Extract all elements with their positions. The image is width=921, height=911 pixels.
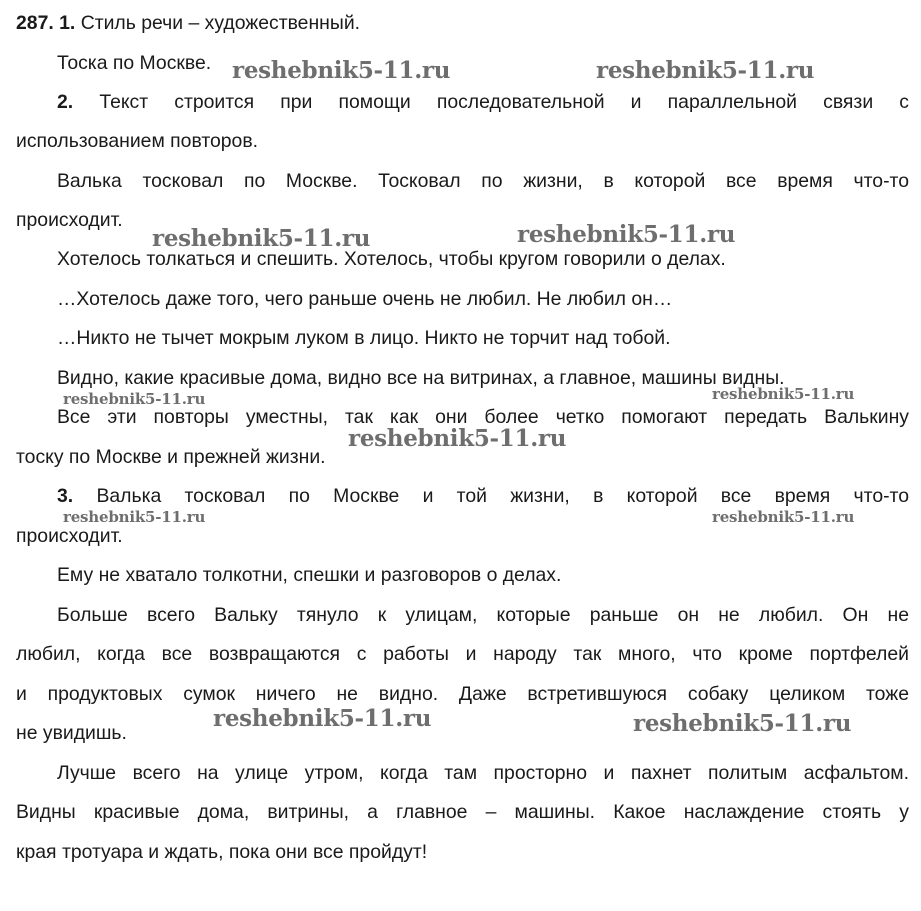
- task-number: 287.: [16, 12, 54, 34]
- quote-1-line-2: происходит.: [16, 209, 123, 231]
- point-3-line-2: происходит.: [16, 525, 123, 547]
- text-title: Тоска по Москве.: [57, 52, 212, 74]
- point-3-number: 3.: [57, 485, 74, 507]
- watermark: reshebnik5-11.ru: [712, 385, 855, 403]
- point-3-line-1: 3. Валька тосковал по Москве и той жизни, в которой все время что-то: [57, 485, 910, 507]
- watermark: reshebnik5-11.ru: [63, 390, 206, 408]
- task-header-line: [16, 10, 909, 36]
- summary-2-line-4: не увидишь.: [16, 722, 127, 744]
- quote-1-line-1: Валька тосковал по Москве. Тосковал по жизни, в которой все время что-то: [57, 170, 909, 192]
- summary-3-line-3: края тротуара и ждать, пока они все пройдут!: [16, 841, 428, 863]
- point-2-line-1: 2. Текст строится при помощи последовательной и параллельной связи с: [57, 91, 909, 113]
- quote-3: …Хотелось даже того, чего раньше очень не любил. Не любил он…: [57, 288, 673, 310]
- summary-3-line-2: Видны красивые дома, витрины, а главное – машины. Какое наслаждение стоять у: [16, 801, 909, 823]
- watermark: reshebnik5-11.ru: [213, 705, 432, 732]
- watermark: reshebnik5-11.ru: [63, 508, 206, 526]
- point-1-text: Стиль речи – художественный.: [80, 12, 361, 34]
- solution-page: [16, 0, 909, 911]
- watermark: reshebnik5-11.ru: [633, 710, 852, 737]
- summary-2-line-3: и продуктовых сумок ничего не видно. Даже встретившуюся собаку целиком тоже: [16, 683, 909, 705]
- quote-4: …Никто не тычет мокрым луком в лицо. Никто не торчит над тобой.: [57, 327, 671, 349]
- summary-2-line-2: любил, когда все возвращаются с работы и народу так много, что кроме портфелей: [16, 643, 909, 665]
- watermark: reshebnik5-11.ru: [348, 425, 567, 452]
- summary-2-line-1: Больше всего Вальку тянуло к улицам, которые раньше он не любил. Он не: [57, 604, 909, 626]
- point-2-line-2: использованием повторов.: [16, 130, 259, 152]
- watermark: reshebnik5-11.ru: [232, 57, 451, 84]
- watermark: reshebnik5-11.ru: [517, 221, 736, 248]
- watermark: reshebnik5-11.ru: [152, 225, 371, 252]
- conclusion-line-2: тоску по Москве и прежней жизни.: [16, 446, 326, 468]
- watermark: reshebnik5-11.ru: [596, 57, 815, 84]
- point-2-number: 2.: [57, 91, 74, 113]
- point-1-number: 1.: [59, 12, 76, 34]
- quote-5: Видно, какие красивые дома, видно все на витринах, а главное, машины видны.: [57, 367, 785, 389]
- quote-2: Хотелось толкаться и спешить. Хотелось, чтобы кругом говорили о делах.: [57, 248, 726, 270]
- conclusion-line-1: Все эти повторы уместны, так как они более четко помогают передать Валькину: [57, 406, 909, 428]
- watermark: reshebnik5-11.ru: [712, 508, 855, 526]
- summary-1: Ему не хватало толкотни, спешки и разговоров о делах.: [57, 564, 562, 586]
- summary-3-line-1: Лучше всего на улице утром, когда там просторно и пахнет политым асфальтом.: [57, 762, 909, 784]
